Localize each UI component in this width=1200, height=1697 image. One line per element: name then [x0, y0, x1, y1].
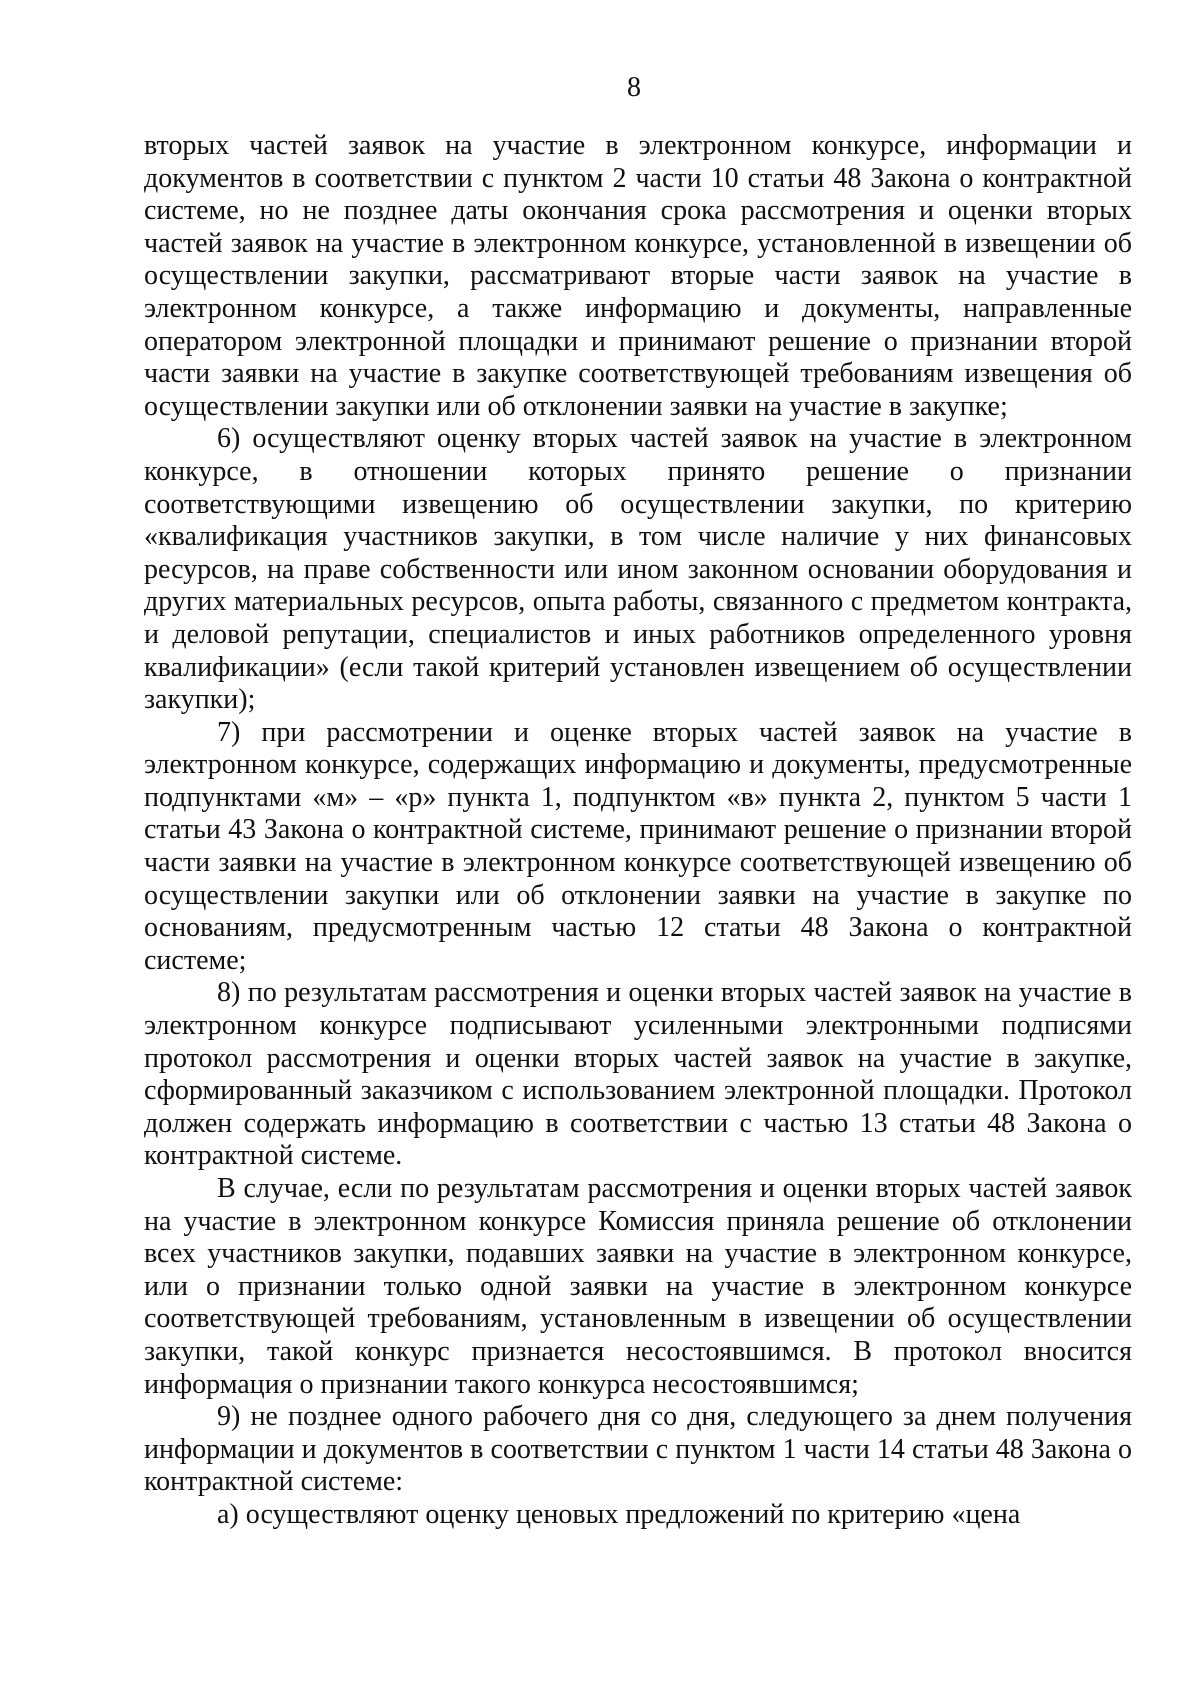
paragraph-subitem-a: а) осуществляют оценку ценовых предложений по критерию «цена: [217, 1498, 1021, 1530]
page-number: 8: [627, 72, 641, 103]
paragraph-failed-tender: В случае, если по результатам рассмотрения и оценки вторых частей заявок на участие в электронном конкурсе Комиссия приняла решение об отклонении всех участников закупки, подавших заявки на участие в электронном конкурсе, или о признании только одной заявки на участие в электронном конкурсе соответствующей требованиям, установленным в извещении об осуществлении закупки, такой конкурс признается несостоявшимся. В протокол вносится информация о признании такого конкурса несостоявшимся;: [144, 1173, 1132, 1400]
document-body: [144, 130, 1132, 1532]
paragraph-item-9: 9) не позднее одного рабочего дня со дня, следующего за днем получения информации и документов в соответствии с пунктом 1 части 14 статьи 48 Закона о контрактной системе:: [144, 1401, 1132, 1498]
paragraph-item-6: 6) осуществляют оценку вторых частей заявок на участие в электронном конкурсе, в отношении которых принято решение о признании соответствующими извещению об осуществлении закупки, по критерию «квалификация участников закупки, в том числе наличие у них финансовых ресурсов, на праве собственности или ином законном основании оборудования и других материальных ресурсов, опыта работы, связанного с предметом контракта, и деловой репутации, специалистов и иных работников определенного уровня квалификации» (если такой критерий установлен извещением об осуществлении закупки);: [144, 423, 1132, 716]
paragraph-item-7: 7) при рассмотрении и оценке вторых частей заявок на участие в электронном конкурсе, содержащих информацию и документы, предусмотренные подпунктами «м» – «р» пункта 1, подпунктом «в» пункта 2, пунктом 5 части 1 статьи 43 Закона о контрактной системе, принимают решение о признании второй части заявки на участие в электронном конкурсе соответствующей извещению об осуществлении закупки или об отклонении заявки на участие в закупке по основаниям, предусмотренным частью 12 статьи 48 Закона о контрактной системе;: [144, 716, 1132, 976]
paragraph-item-8: 8) по результатам рассмотрения и оценки вторых частей заявок на участие в электронном конкурсе подписывают усиленными электронными подписями протокол рассмотрения и оценки вторых частей заявок на участие в закупке, сформированный заказчиком с использованием электронной площадки. Протокол должен содержать информацию в соответствии с частью 13 статьи 48 Закона о контрактной системе.: [144, 977, 1132, 1172]
paragraph-continuation: вторых частей заявок на участие в электронном конкурсе, информации и документов в соответствии с пунктом 2 части 10 статьи 48 Закона о контрактной системе, но не позднее даты окончания срока рассмотрения и оценки вторых частей заявок на участие в электронном конкурсе, установленной в извещении об осуществлении закупки, рассматривают вторые части заявок на участие в электронном конкурсе, а также информацию и документы, направленные оператором электронной площадки и принимают решение о признании второй части заявки на участие в закупке соответствующей требованиям извещения об осуществлении закупки или об отклонении заявки на участие в закупке;: [144, 130, 1132, 422]
